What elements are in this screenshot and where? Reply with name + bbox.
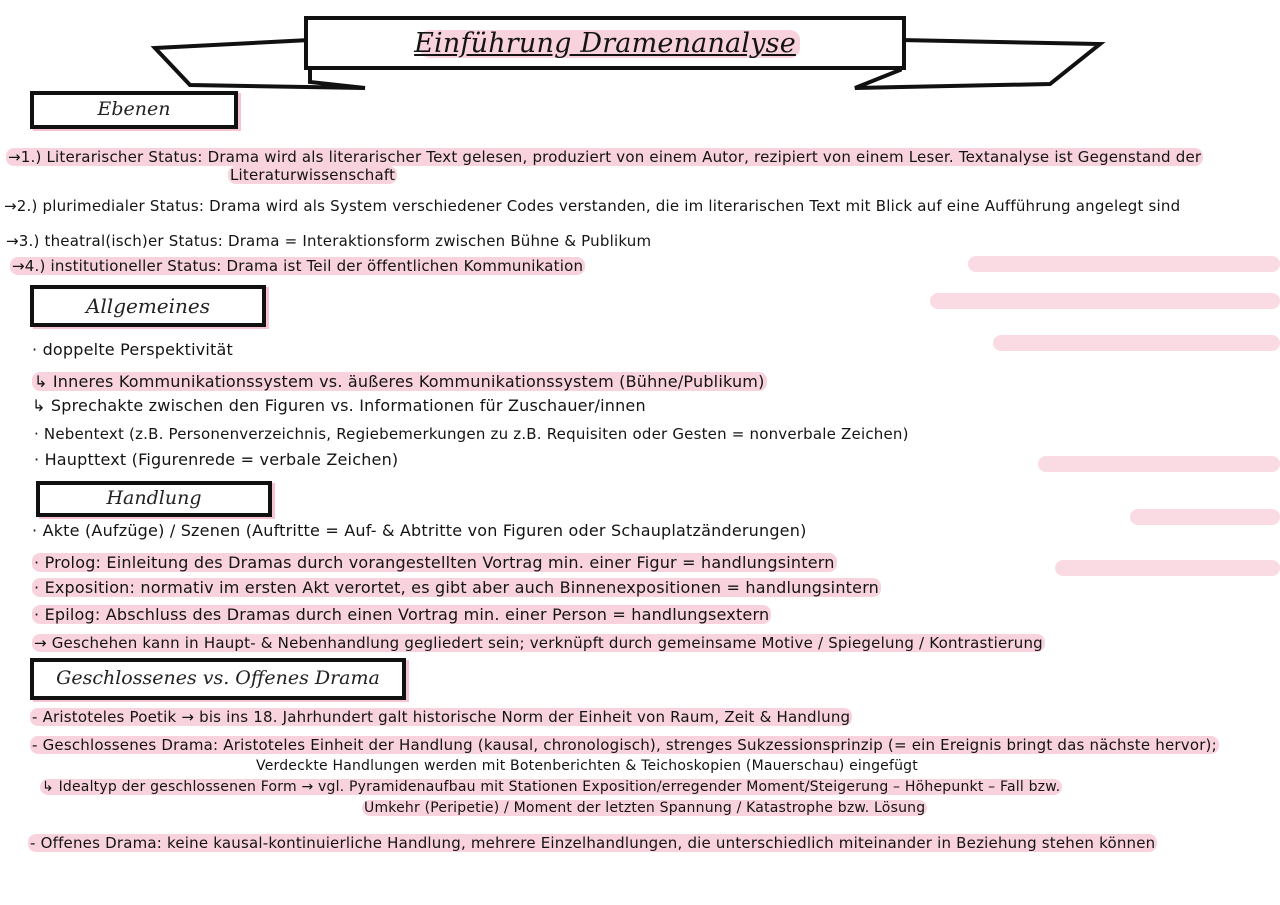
highlight-stroke xyxy=(1130,509,1280,525)
handlung-item-1: · Akte (Aufzüge) / Szenen (Auftritte = Auf- & Abtritte von Figuren oder Schauplatzänderungen) xyxy=(32,521,807,540)
ebenen-item-3: →3.) theatral(isch)er Status: Drama = Interaktionsform zwischen Bühne & Publikum xyxy=(6,232,652,250)
drama-item-2: - Geschlossenes Drama: Aristoteles Einheit der Handlung (kausal, chronologisch), strenges Sukzessionsprinzip (= ein Ereignis bringt das nächste hervor); xyxy=(32,736,1217,754)
section-heading-ebenen: Ebenen xyxy=(30,91,238,129)
section-heading-handlung: Handlung xyxy=(36,481,272,517)
drama-item-2-cont: Verdeckte Handlungen werden mit Botenberichten & Teichoskopien (Mauerschau) eingefügt xyxy=(256,758,918,774)
page-title: Einführung Dramenanalyse xyxy=(414,28,796,59)
ebenen-item-4: →4.) institutioneller Status: Drama ist Teil der öffentlichen Kommunikation xyxy=(12,257,584,275)
section-heading-allgemeines: Allgemeines xyxy=(30,285,266,327)
ebenen-item-2: →2.) plurimedialer Status: Drama wird als System verschiedener Codes verstanden, die im literarischen Text mit Blick auf eine Aufführung angelegt sind xyxy=(4,197,1181,215)
highlight-stroke xyxy=(1038,456,1280,472)
allgemeines-item-5: · Haupttext (Figurenrede = verbale Zeichen) xyxy=(34,450,399,469)
drama-item-1: - Aristoteles Poetik → bis ins 18. Jahrhundert galt historische Norm der Einheit von Raum, Zeit & Handlung xyxy=(32,708,851,726)
allgemeines-item-4: · Nebentext (z.B. Personenverzeichnis, Regiebemerkungen zu z.B. Requisiten oder Gesten = nonverbale Zeichen) xyxy=(34,425,909,443)
drama-item-3-cont: Umkehr (Peripetie) / Moment der letzten Spannung / Katastrophe bzw. Lösung xyxy=(364,800,926,816)
drama-item-3: ↳ Idealtyp der geschlossenen Form → vgl. Pyramidenaufbau mit Stationen Exposition/erregender Moment/Steigerung – Höhepunkt – Fall bzw. xyxy=(42,779,1061,795)
handlung-item-2: · Prolog: Einleitung des Dramas durch vorangestellten Vortrag min. einer Figur = handlungsintern xyxy=(34,553,835,572)
handlung-item-4: · Epilog: Abschluss des Dramas durch einen Vortrag min. einer Person = handlungsextern xyxy=(34,605,770,624)
ebenen-item-1: →1.) Literarischer Status: Drama wird als literarischer Text gelesen, produziert von einem Autor, rezipiert von einem Leser. Textanalyse ist Gegenstand der xyxy=(8,148,1202,166)
allgemeines-item-3: ↳ Sprechakte zwischen den Figuren vs. Informationen für Zuschauer/innen xyxy=(32,396,646,415)
highlight-stroke xyxy=(968,256,1280,272)
handlung-item-3: · Exposition: normativ im ersten Akt verortet, es gibt aber auch Binnenexpositionen = handlungsintern xyxy=(34,578,880,597)
handlung-item-5: → Geschehen kann in Haupt- & Nebenhandlung gegliedert sein; verknüpft durch gemeinsame Motive / Spiegelung / Kontrastierung xyxy=(34,634,1043,652)
highlight-stroke xyxy=(1055,560,1280,576)
allgemeines-item-1: · doppelte Perspektivität xyxy=(32,340,234,359)
section-heading-geschlossen-offen: Geschlossenes vs. Offenes Drama xyxy=(30,658,406,700)
allgemeines-item-2: ↳ Inneres Kommunikationssystem vs. äußeres Kommunikationssystem (Bühne/Publikum) xyxy=(34,372,765,391)
highlight-stroke xyxy=(993,335,1280,351)
highlight-stroke xyxy=(930,293,1280,309)
drama-item-4: - Offenes Drama: keine kausal-kontinuierliche Handlung, mehrere Einzelhandlungen, die unterschiedlich miteinander in Beziehung stehen können xyxy=(30,834,1156,852)
ebenen-item-1-cont: Literaturwissenschaft xyxy=(230,166,396,184)
